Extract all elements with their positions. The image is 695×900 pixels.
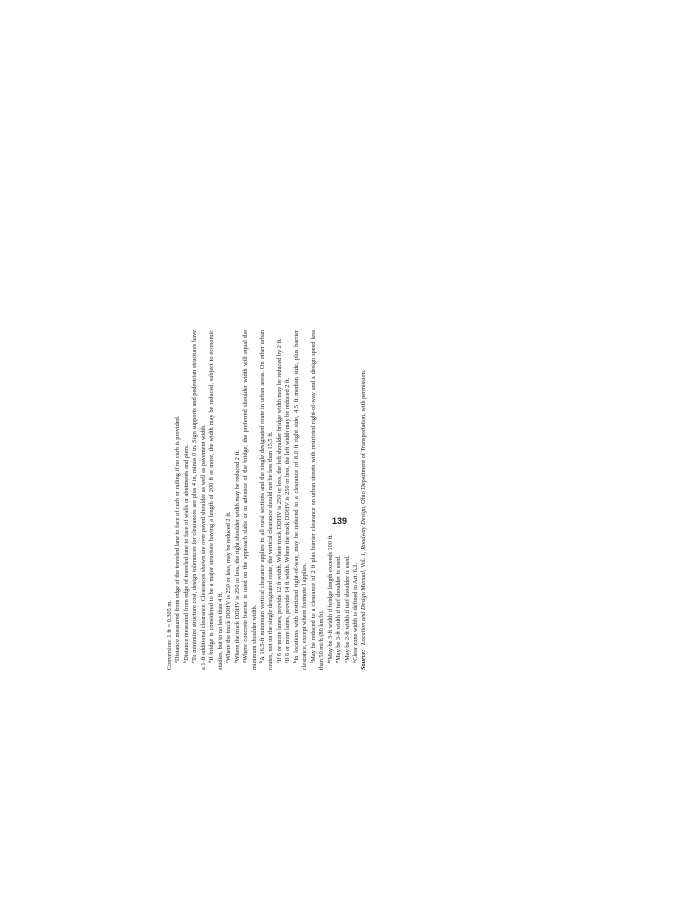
source-note (360, 330, 368, 670)
footnote-item (208, 330, 225, 670)
footnote-text: A 16.5-ft minimum vertical clearance applies to all rural sections and the single designated route in urban areas. On other urban routes, not on the single designated route, the vertical clearance should not be less than 15.5 ft. (258, 330, 275, 670)
footnote-mark: b (181, 660, 187, 663)
source-manual-title: Location and Design Manual (360, 570, 368, 645)
source-label: Source: (360, 649, 368, 670)
footnote-text: Distance measured from edge of the traveled lane to face of curb or railing if no curb is provided. (174, 415, 182, 662)
footnote-mark: h (257, 660, 263, 663)
footnote-mark: l (308, 661, 314, 663)
source-publisher: , Ohio Department of Transportation, with permission. (360, 369, 368, 507)
footnote-text: Where the truck DDHV is 250 or less, may be reduced 2 ft. (225, 511, 233, 662)
footnote-mark: p (350, 660, 356, 663)
footnote-text: Where the truck DDHV is 250 or less, the right shoulder width may be reduced 2 ft. (233, 450, 241, 662)
conversion-note: Conversion: 1 ft = 0.305 m. (166, 600, 173, 670)
footnote-mark: g (240, 660, 246, 663)
footnote-text: May be reduced to a clearance of 2 ft plus barrier clearance on urban streets with restricted right-of-way and a design speed less than 50 mi/h (80 km/h). (309, 330, 326, 670)
footnote-mark: o (342, 660, 348, 663)
footnote-item (242, 330, 259, 670)
footnote-item (327, 330, 335, 670)
footnote-mark: k (291, 660, 297, 663)
footnote-text: If 6 or more lanes, provide 12 ft width. Where truck DDHV is 250 or less, the left shoulder bridge width may be reduced by 2 ft. (275, 338, 283, 662)
footnote-text: Clear zone width is defined in Art. 6.2. (351, 562, 359, 661)
footnote-item (335, 330, 343, 670)
footnote-mark: f (232, 661, 238, 663)
footnote-item (259, 330, 276, 670)
source-volume: , Vol. 1, (360, 549, 368, 571)
footnote-item (191, 330, 208, 670)
footnote-list (174, 330, 360, 670)
footnote-item (352, 330, 360, 670)
footnote-item (284, 330, 292, 670)
footnote-text: May be 3-ft width if turf shoulder is used. (335, 555, 343, 661)
footnote-mark: d (207, 660, 213, 663)
footnote-mark: e (223, 661, 229, 663)
footnote-item (344, 330, 352, 670)
footnote-text: May be 2-ft width if turf shoulder is used. (343, 555, 351, 661)
footnote-mark: a (173, 661, 179, 663)
footnote-text: If 6 or more lanes, provide 14 ft width. Where the truck DDHV is 250 or less, the left width may be reduced 2 ft. (284, 377, 292, 662)
footnote-mark: j (283, 661, 289, 663)
table-footnotes (166, 330, 369, 670)
footnote-text: To minimize structure cost, design tolerances for clearances are plus 4 in, minus 0 in. Sign supports and pedestrian structures have a 1-ft additional clearance. Clearances shown are over paved shoulder as well as pavement width. (191, 330, 207, 670)
footnote-text: Where concrete barrier is used on the approach slabs or in advance of the bridge, the preferred shoulder width will equal the minimum shoulder width. (242, 330, 258, 670)
footnote-text: May be 3-ft width if bridge length exceeds 100 ft. (326, 534, 334, 660)
footnote-mark: i (274, 661, 280, 663)
footnote-item (293, 330, 310, 670)
source-volume-title: Roadway Design (360, 506, 368, 550)
footnote-text: In locations with restricted right-of-way, may be reduced to a clearance of 8.0 ft right side, 4.5 ft median side, plus barrier clearance, except where footnote l applies. (292, 330, 309, 670)
page-number: 139 (332, 516, 348, 526)
footnote-mark: m (325, 659, 331, 663)
footnote-mark: n (333, 660, 339, 663)
footnote-text: Distance measured from edge of traveled lane to face of walls or abutments and piers. (182, 444, 190, 661)
footnote-item (225, 330, 233, 670)
footnote-item (174, 330, 182, 670)
footnote-text: If bridge is considered to be a major structure having a length of 200 ft or more, the width may be reduced, subject to economic studies, but to no less than 4 ft. (208, 330, 224, 670)
footnote-mark: c (190, 661, 196, 663)
footnote-item (234, 330, 242, 670)
footnote-item (310, 330, 327, 670)
